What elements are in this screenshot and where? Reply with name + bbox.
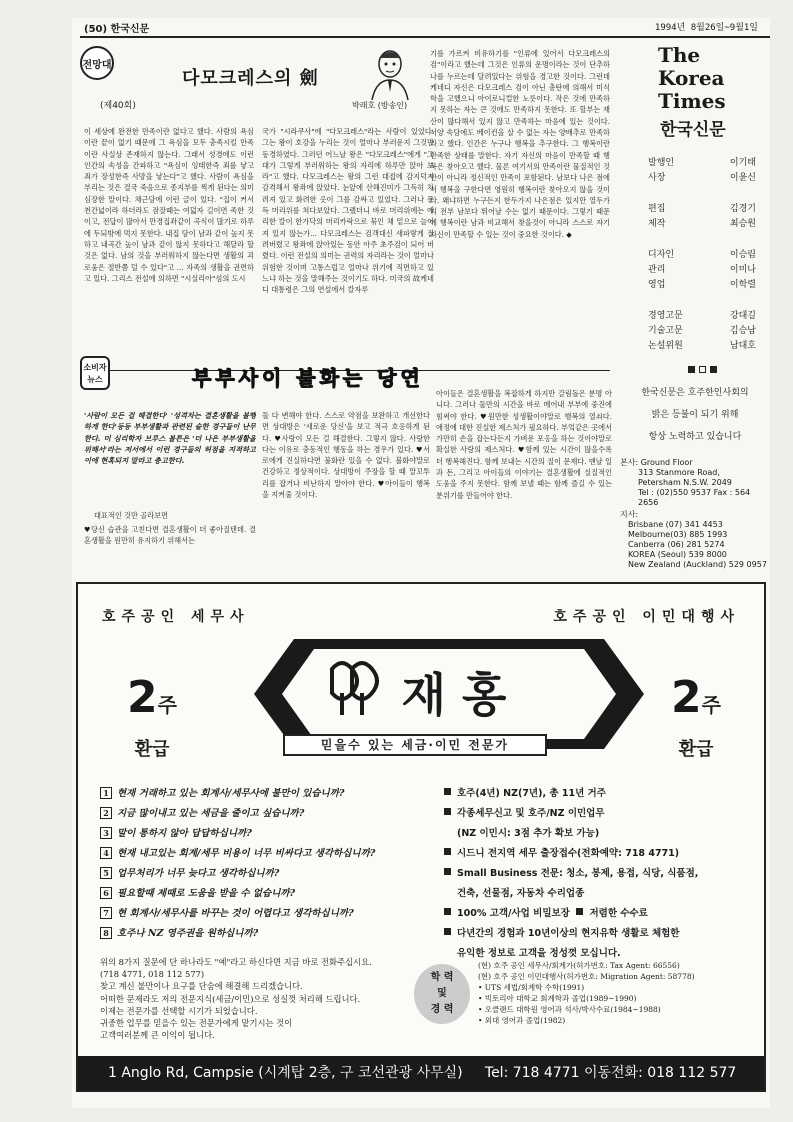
staff-row: 발행인 이기태 <box>648 158 756 168</box>
article-title: 다모크레스의 劍 <box>182 68 319 89</box>
article-author: 박래호 (방송인) <box>352 101 408 110</box>
branch-offices: 지사: Brisbane (07) 341 4453 Melbourne(03) 885 1993 Canberra (06) 281 5274 KOREA (Seoul) 539 8000 New Zealand (Auckland) 529 0957 <box>620 510 767 569</box>
office-address: 1 Anglo Rd, Campsie (시계탑 2층, 구 코선관광 사무실) <box>108 1065 463 1081</box>
feature-item: (NZ 이민시: 3점 추가 확보 가능) <box>457 828 600 839</box>
staff-row: 영업 이학렬 <box>648 280 756 290</box>
question-item: 5 업무처리가 너무 늦다고 생각하십니까? <box>100 864 460 884</box>
staff-row: 사장 이윤신 <box>648 173 756 183</box>
consumer-news-title: 부부사이 불화는 당연 <box>192 366 424 390</box>
question-item: 8 호주나 NZ 영주권을 원하십니까? <box>100 924 460 944</box>
column-text-2: 국가 "시라쿠사"에 "다모크레스"라는 사람이 있었다. 그는 왕이 호강을 누리는 것이 얼마나 부러운지 그것만 동경하였다. 그러던 어느날 왕은 "다모크레스"에게 "그대가 그렇게 부러워하는 왕의 자리에 하루만 앉아 보라"고 했다. 다모크레스는 왕의 그런 대접에 감지덕지 감격해서 왕좌에 앉았다. 눈앞에 산해진미가 그득히 차려져 있고 화려한 옷이 그를 감싸고 있었다. 그러나 문득 머리위를 쳐다보았다. 그랬더니 바로 머리위에는 예리한 칼이 한가닥의 머리카락으로 묶인 채 밑으로 늘어져 있지 않는가... 다모크레스는 검객대신 새파랗게 질려버렸고 왕좌에 앉아있는 동안 아주 초주검이 되어 버렸다. 이런 전설의 의미는 권력의 자리라는 것이 얼마나 위험한 것이며 고통스럽고 얼마나 위기에 직면하고 있느냐 하는 것을 말해주는 것이기도 하다. 미국의 故케네디 대통령은 그의 연설에서 칼자루 <box>262 127 434 295</box>
column-badge: 전망대 <box>80 46 114 80</box>
article-number: (제40회) <box>100 101 136 111</box>
staff-row: 편집 김경기 <box>648 204 756 214</box>
refund-badge-right: 2주 환급 <box>671 672 721 760</box>
office-phone: Tel: 718 4771 이동전화: 018 112 577 <box>484 1065 737 1081</box>
staff-row: 기술고문 김승남 <box>648 326 756 336</box>
ornament-squares <box>688 366 717 373</box>
masthead-english: The Korea Times <box>658 43 726 113</box>
ad-tagline: 믿을수 있는 세금·이민 전문가 <box>283 734 547 756</box>
head-office-address: 본사: Ground Floor 313 Stanmore Road, Petersham N.S.W. 2049 Tel : (02)550 9537 Fax : 564 2656 <box>620 458 751 507</box>
column-text-3: 기를 가르켜 비유하기를 "인류에 있어서 다모크레스의 검"이라고 했는데 그것은 인류의 운명이라는 것이 단추하나를 누르는데 달려있다는 위험을 경고한 것이다. 그런데 케네디 자신은 다모크레스 검이 아닌 총탄에 의해서 미식학을 고했으니 아이로니컬한 노릇이다. 작은 것에 만족하지 못하는 자는 큰 것에도 만족하지 못한다. 또 할부는 재산이 많다해서 있지 않고 만족하는 마음에 있는 것이다. 서양 속담에도 베이컨을 살 수 없는 자는 양배추로 만족하라고 했다. 인간은 누구나 행복을 추구한다. 그 행복이란 만족한 상태를 말한다. 자기 자신의 마음이 만족할 때 행복은 찾아오고 했다. 물론 여기서의 만족이란 물질적인 것만이 아니라 정신적인 만족이 포함된다. 남보다 나은 점에서 행복을 구한다면 영원히 행복이란 찾아오지 않을 것이다. 왜냐하면 누구든지 한두가지 나은점은 있지만 열두가지 전부 남보다 뛰어날 수는 없기 때문이다. 그렇기 때문에 행복이란 남과 비교해서 찾을것이 아니라 스스로 자기자신이 만족할 수 있는 것이 중요한 것이다. ◆ <box>430 49 610 239</box>
consumer-text-2: 둘 다 변해야 한다. 스스로 약점을 보완하고 개선한다면 상대방은 '새로운 당신'을 보고 적극 호응하게 된다. ♥사랑이 모든 걸 해결한다. 그렇지 않다. 사랑한다는 이유로 충동적인 행동을 하는 경우가 있다. ♥서로에게 진실하다면 불화란 있을 수 없다. 불화야말로 건강하고 정상적이다. 상대방이 주장을 할 때 말꼬투리를 잡거나 비난하지 말아야 한다. ♥아이들이 행복을 지켜줄 것이다. <box>262 411 430 500</box>
brand-name: 재 홍 <box>401 668 507 722</box>
page-number: (50) 한국신문 <box>84 24 150 35</box>
author-portrait-icon <box>368 44 412 100</box>
staff-row: 경영고문 강대길 <box>648 311 756 321</box>
consumer-text-3: 아이들은 결혼생활을 복잡하게 하지만 갈림돌은 분명 아니다. 그러나 둘만의 시간을 바로 메어내 부부에 중진에 힘써야 한다. ♥원만한 성생활이야말로 행복의 열쇠다. 애정에 대한 진실한 제스처가 필요하다. 부엌같은 곳에서 가만히 손을 잡는다든지 가벼운 포옹을 하는 것이야말로 확실한 사랑의 제스처다. ♥함께 있는 시간이 많을수록 더 행복해진다. 함께 보내는 시간의 질이 문제다. 맨날 일과 돈, 그리고 아이들의 이야기는 결혼생활에 실질적인 도움을 주지 못한다. 함께 보낼 때는 함께 즐길 수 있는 분위기를 만들어야 한다. <box>436 389 612 500</box>
staff-list <box>628 156 768 354</box>
feature-item: Small Business 전문: 청소, 봉제, 용접, 식당, 식품점, <box>444 864 764 884</box>
masthead-motto: 한국신문은 호주한인사회의 밝은 등불이 되기 위해 항상 노력하고 있습니다 <box>641 388 749 442</box>
consumer-lead: '사람이 모든 걸 해결한다' '성격차는 결혼생활을 불행하게 한다'등등 부부생활과 관련된 숱한 경구들이 난무한다. 미 심리학자 브루스 볼튼은 '더 나은 부부생활을 위해서'라는 저서에서 이런 경구들의 허점을 지적하고 이에 현혹되지 말라고 충고한다. <box>84 411 256 466</box>
question-item: 7 현 회계사/세무사를 바꾸는 것이 어렵다고 생각하십니까? <box>100 904 460 924</box>
question-item: 2 지금 많이내고 있는 세금을 줄이고 싶습니까? <box>100 804 460 824</box>
feature-list <box>444 784 764 964</box>
feature-item: 시드니 전지역 세무 출장접수(전화예약: 718 4771) <box>444 844 764 864</box>
question-item: 3 말이 통하지 않아 답답하십니까? <box>100 824 460 844</box>
ad-call-to-action: 위의 8가지 질문에 단 하나라도 "예"라고 하신다면 지금 바로 전화주십시요. (718 4771, 018 112 577) 찾고 계신 불만이나 요구를 단숨에 해결해 드리겠습니다. 어떠한 문제라도 저의 전문지식(세금/이민)으로 성실껏 처리해 드립니다. 이제는 전문가를 선택할 시기가 되었습니다. 귀중한 업무를 믿을수 있는 전문가에게 맡기시는 것이 고객여러분께 큰 이익이 됩니다. <box>100 957 372 1041</box>
column-text-1: 이 세상에 완전한 만족이란 없다고 했다. 사람의 욕심이란 끝이 없기 때문에 그 욕심을 모두 충족시킬 만족이란 사실상 존재하지 않는다. 그래서 성경에도 이런 인간의 속성을 간파하고 "욕심이 잉태한즉 죄를 낳고 죄가 장성한즉 사망을 낳는다"고 했다. 사람이 욕심을 부리는 것은 결국 죽음으로 종지부를 찍게 된다는 의미심장한 말이다. 채근담에 이런 글이 있다. "집이 커서 천간넓이라 하더라도 잠잘때는 여덟자 길이면 족한 것이고, 전답이 많아서 만경집좌같이 곡식이 많기로 하루에 두되밖에 먹지 못한다. 내집 담이 남과 같이 높지 못하고 내곡간 높이 남과 같이 않지 못하다고 해달라 할 것은 없다. 남의 것을 부러워하지 않는다면 생활의 괴로움은 절반쯤 덜 수 있다"고 ... 자족의 생활을 권면하고 있다. 그리스 전설에 의하면 "시실리아"섬의 도시 <box>84 127 254 283</box>
question-item: 6 필요할때 제때로 도움을 받을 수 없습니까? <box>100 884 460 904</box>
education-badge: 학 력 및 경 력 <box>414 964 470 1024</box>
question-item: 4 현재 내고있는 회계/세무 비용이 너무 비싸다고 생각하십니까? <box>100 844 460 864</box>
newspaper-page <box>72 18 770 1108</box>
consumer-news-badge: 소비자 뉴스 <box>80 356 110 390</box>
masthead-korean: 한국신문 <box>660 120 726 140</box>
ad-right-label: 호주공인 이민대행사 <box>553 609 740 625</box>
feature-item: 다년간의 경험과 10년이상의 현지유학 생활로 체험한 <box>444 924 764 944</box>
header-rule <box>80 36 770 38</box>
feature-item: 건축, 선물점, 자동차 수리업종 <box>457 888 585 899</box>
staff-row: 관리 이미나 <box>648 265 756 275</box>
staff-row: 논설위원 남대호 <box>648 341 756 351</box>
tax-agent-advertisement <box>76 582 766 1092</box>
ad-left-label: 호주공인 세무사 <box>102 609 250 625</box>
issue-date: 1994년 8월26일~9월1일 <box>654 23 758 33</box>
ad-contact-bar <box>78 1056 764 1090</box>
question-item: 1 현재 거래하고 있는 회계사/세무사에 불만이 있습니까? <box>100 784 460 804</box>
feature-item: 100% 고객/사업 비밀보장 저렴한 수수료 <box>444 904 764 924</box>
staff-row: 제작 최승원 <box>648 219 756 229</box>
refund-badge-left: 2주 환급 <box>127 672 177 760</box>
feature-item: 호주(4년) NZ(7년), 총 11년 거주 <box>444 784 764 804</box>
consumer-subhead: 대표적인 것만 골라보면 <box>94 511 169 520</box>
question-list <box>100 784 460 944</box>
consumer-text-1: ♥당신 습관을 고친다면 결혼생활이 더 좋아질텐데. 결혼생활을 원만히 유지하기 위해서는 <box>84 525 256 546</box>
feature-item: 유익한 정보로 고객을 정성껏 모십니다. <box>457 948 621 959</box>
credentials-list: (현) 호주 공인 세무사/회계가(허가번호: Tax Agent: 66556) (현) 호주 공인 이민대행사(허가번호: Migration Agent: 58778) • UTS 세법/회계학 수학(1991) • 빅토리아 대학교 회계학과 졸업(1989~1990) • 오클랜드 대학원 영어과 석사/박사수료(1984~1988) • 외대 영어과 졸업(1982) <box>478 961 695 1025</box>
masthead <box>620 43 770 569</box>
staff-row: 디자인 이승림 <box>648 250 756 260</box>
feature-item: 각종세무신고 및 호주/NZ 이민업무 <box>444 804 764 824</box>
